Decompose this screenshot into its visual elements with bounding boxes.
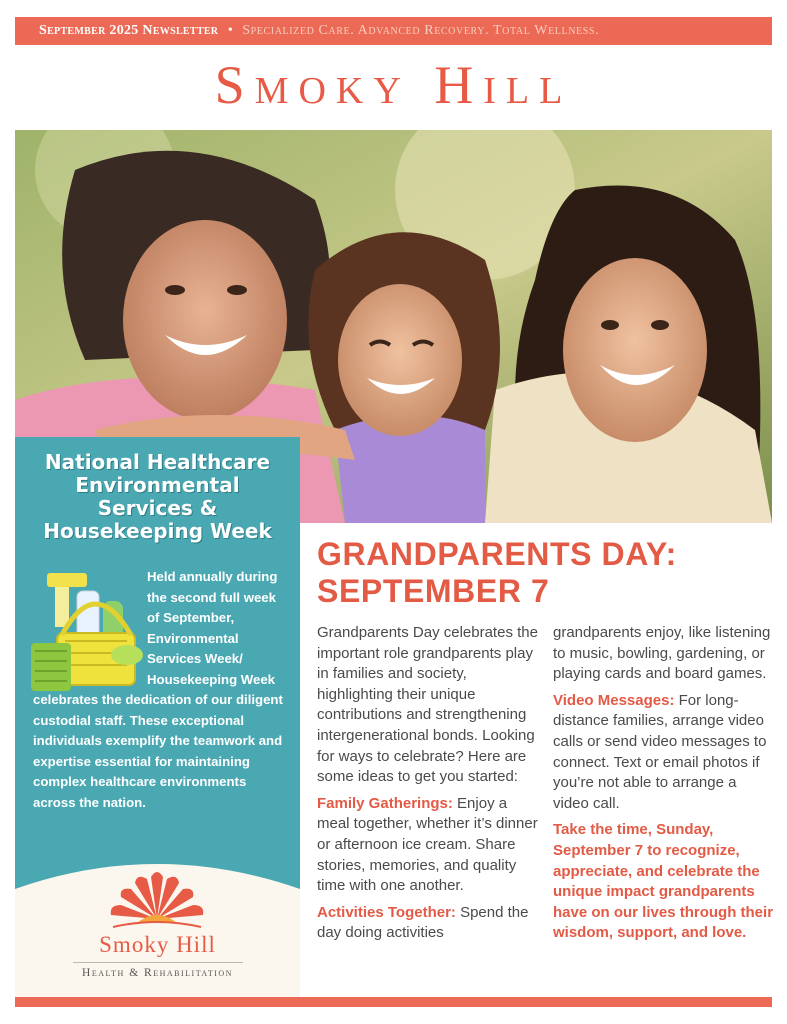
idea-text: For long-distance families, arrange video calls or send video messages to connect. Text or email photos if you’re not able to arrange a video call.: [553, 691, 767, 812]
logo-divider: [73, 962, 243, 963]
sidebar-body-text: Held annually during the second full week of September, Environmental Services Week/ Housekeeping Week celebrates the dedication of our diligent custodial staff. These exceptional individuals exemplify the teamwork and expertise essential for maintaining complex healthcare environments across the nation.: [33, 569, 283, 810]
article-column-2: [553, 623, 775, 950]
idea-text: Spend the day doing activities: [317, 903, 529, 942]
idea-item: [553, 691, 775, 815]
idea-lead: Family Gatherings:: [317, 794, 453, 812]
closing-callout: Take the time, Sunday, September 7 to recognize, appreciate, and celebrate the unique impact grandparents have on our lives through their wisdom, support, and love.: [553, 821, 774, 942]
headline-line-1: GRANDPARENTS DAY:: [317, 536, 677, 572]
article-headline: [317, 536, 772, 610]
sidebar-title: National Healthcare Environmental Services & Housekeeping Week: [43, 450, 272, 543]
masthead-title: Smoky Hill: [214, 55, 573, 115]
idea-lead: Activities Together:: [317, 903, 456, 921]
issue-label: September 2025 Newsletter: [39, 23, 219, 38]
housekeeping-week-sidebar: [15, 437, 300, 999]
banner-separator: •: [227, 23, 233, 38]
idea-item: [317, 903, 539, 944]
logo-subtitle: Health & Rehabilitation: [82, 967, 233, 979]
idea-item-continued: [553, 623, 775, 685]
logo-name: Smoky Hill: [99, 932, 216, 957]
headline-line-2: SEPTEMBER 7: [317, 573, 550, 609]
idea-text-continued: grandparents enjoy, like listening to music, bowling, gardening, or playing cards and board games.: [553, 624, 771, 683]
article-column-1: [317, 623, 539, 950]
sidebar-body: [33, 567, 291, 813]
article-intro: Grandparents Day celebrates the important role grandparents play in families and society, highlighting their unique contributions and strengthening intergenerational bonds. Looking for ways to celebrate? Here are some ideas to get you started:: [317, 624, 538, 786]
newsletter-banner: [15, 17, 772, 45]
sunburst-logo-icon: [107, 867, 207, 929]
idea-item: [317, 794, 539, 897]
tagline: Specialized Care. Advanced Recovery. Total Wellness.: [242, 23, 600, 38]
idea-text: Enjoy a meal together, whether it’s dinner or afternoon ice cream. Share stories, memories, and quality time with one another.: [317, 794, 538, 895]
footer-bar: [15, 997, 772, 1007]
text-wrap-spacer: [33, 567, 147, 683]
idea-lead: Video Messages:: [553, 691, 675, 709]
